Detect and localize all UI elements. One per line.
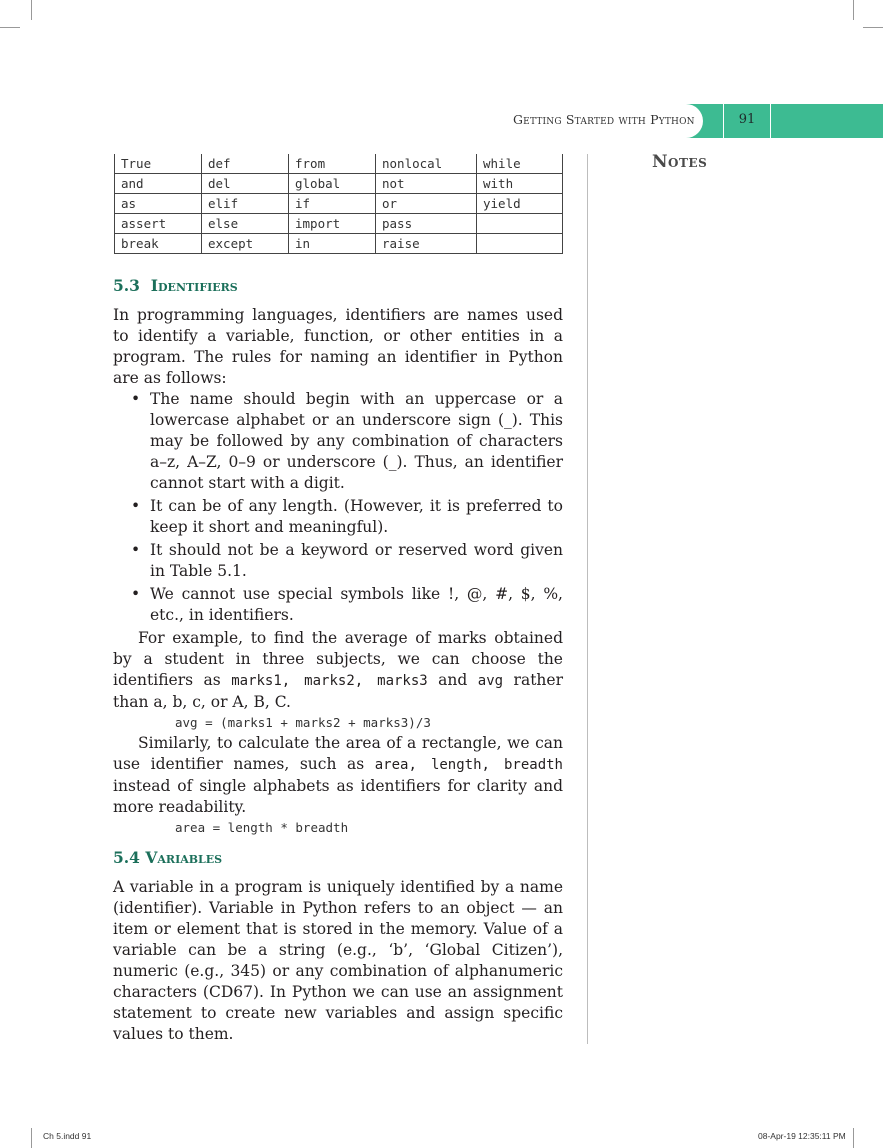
table-row	[115, 234, 563, 254]
section-title: Identifiers	[150, 276, 238, 295]
table-cell: in	[289, 234, 376, 254]
table-cell: not	[376, 174, 477, 194]
list-item-text: We cannot use special symbols like !, @, #, $, %, etc., in identifiers.	[150, 585, 563, 624]
identifiers-intro: In programming languages, identifiers are names used to identify a variable, function, or other entities in a program. The rules for naming an identifier in Python are as follows:	[113, 306, 563, 387]
table-row	[115, 154, 563, 174]
table-cell: True	[115, 154, 202, 174]
running-header-title: Getting Started with Python	[513, 112, 695, 127]
table-row	[115, 194, 563, 214]
crop-mark	[31, 0, 32, 20]
table-cell: import	[289, 214, 376, 234]
table-cell	[477, 214, 563, 234]
table-cell: if	[289, 194, 376, 214]
table-cell: or	[376, 194, 477, 214]
example-text: rather than a, b, c, or A, B, C.	[113, 671, 563, 711]
inline-code: marks1, marks2, marks3	[231, 673, 428, 689]
crop-mark	[853, 1128, 854, 1148]
bullet: •	[131, 390, 141, 408]
keyword-table	[114, 154, 563, 254]
crop-mark	[0, 27, 20, 28]
similarly-text: instead of single alphabets as identifiers for clarity and more readability.	[113, 777, 563, 816]
list-item-text: It can be of any length. (However, it is preferred to keep it short and meaningful).	[150, 497, 563, 536]
list-item-text: The name should begin with an uppercase or a lowercase alphabet or an underscore sign (_). This may be followed by any combination of characters a–z, A–Z, 0–9 or underscore (_). Thus, an identifier cannot start with a digit.	[150, 390, 563, 492]
table-cell: yield	[477, 194, 563, 214]
section-heading-variables	[113, 848, 563, 867]
table-row	[115, 174, 563, 194]
footer-file: Ch 5.indd 91	[43, 1131, 92, 1141]
code-line-avg: avg = (marks1 + marks2 + marks3)/3	[175, 715, 431, 730]
notes-label: Notes	[652, 152, 708, 172]
table-row	[115, 214, 563, 234]
identifiers-body	[113, 305, 563, 838]
variables-body	[113, 877, 563, 1045]
crop-mark	[863, 27, 883, 28]
similarly-text: Similarly, to calculate the area of a rectangle, we can use identifier names, such as	[113, 734, 563, 773]
table-cell: elif	[202, 194, 289, 214]
identifier-rules-list	[113, 389, 563, 626]
table-cell: while	[477, 154, 563, 174]
section-number: 5.3	[113, 276, 140, 295]
example-text: For example, to find the average of marks obtained by a student in three subjects, we can choose the identifiers as	[113, 629, 563, 689]
table-cell: from	[289, 154, 376, 174]
bullet: •	[131, 541, 141, 559]
table-cell: pass	[376, 214, 477, 234]
section-heading-identifiers	[113, 276, 563, 295]
table-cell: nonlocal	[376, 154, 477, 174]
crop-mark	[31, 1128, 32, 1148]
table-cell: def	[202, 154, 289, 174]
column-divider	[587, 154, 588, 1044]
variables-paragraph: A variable in a program is uniquely identified by a name (identifier). Variable in Python refers to an object — an item or element that is stored in the memory. Value of a variable can be a string (e.g., ‘b’, ‘Global Citizen’), numeric (e.g., 345) or any combination of alphanumeric characters (CD67). In Python we can use an assignment statement to create new variables and assign specific values to them.	[113, 878, 563, 1043]
table-cell: assert	[115, 214, 202, 234]
table-cell: del	[202, 174, 289, 194]
section-title: Variables	[145, 848, 223, 867]
table-cell: else	[202, 214, 289, 234]
table-cell: except	[202, 234, 289, 254]
table-cell: and	[115, 174, 202, 194]
example-text: and	[427, 671, 478, 689]
list-item	[113, 584, 563, 626]
footer-timestamp: 08-Apr-19 12:35:11 PM	[758, 1131, 846, 1141]
example-paragraph	[113, 628, 563, 713]
table-cell: as	[115, 194, 202, 214]
table-cell: raise	[376, 234, 477, 254]
section-number: 5.4	[113, 848, 140, 867]
inline-code: avg	[477, 673, 504, 689]
table-cell	[477, 234, 563, 254]
crop-mark	[853, 0, 854, 20]
code-line-area: area = length * breadth	[175, 820, 349, 835]
list-item	[113, 540, 563, 582]
list-item	[113, 496, 563, 538]
table-cell: break	[115, 234, 202, 254]
inline-code: area, length, breadth	[374, 757, 563, 773]
page-number: 91	[738, 112, 756, 127]
list-item	[113, 389, 563, 494]
bullet: •	[131, 585, 141, 603]
list-item-text: It should not be a keyword or reserved word given in Table 5.1.	[150, 541, 563, 580]
table-cell: global	[289, 174, 376, 194]
bullet: •	[131, 497, 141, 515]
table-cell: with	[477, 174, 563, 194]
similarly-paragraph	[113, 733, 563, 818]
